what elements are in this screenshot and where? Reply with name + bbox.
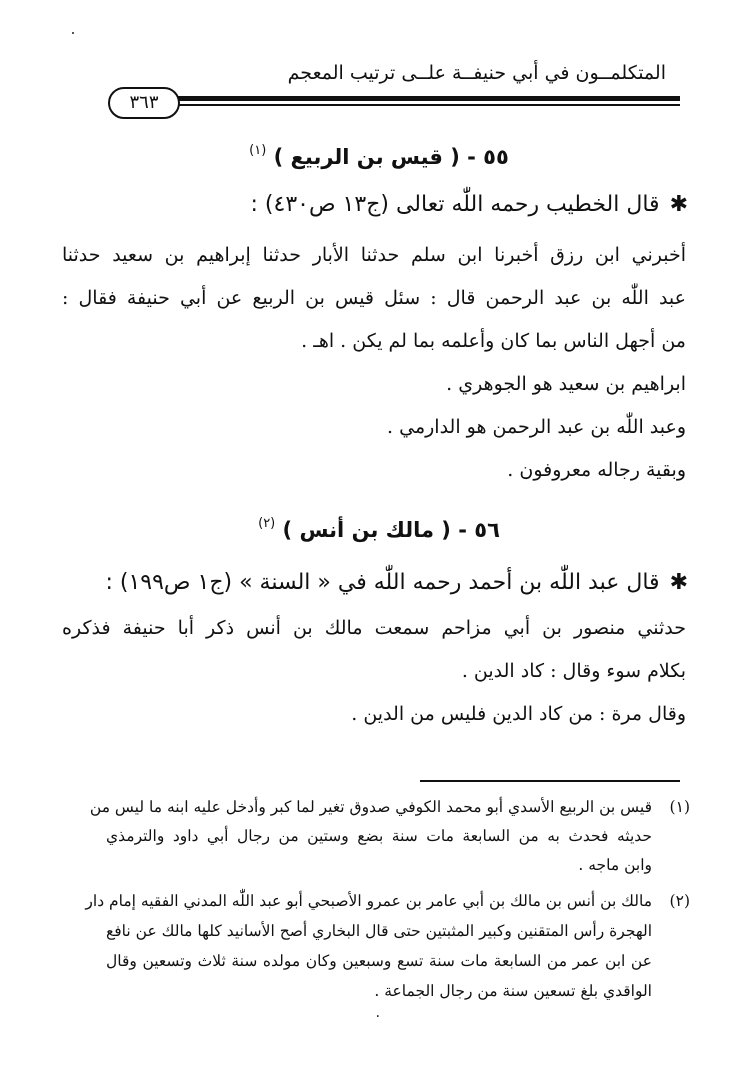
text-line: من أجهل الناس بما كان وأعلمه بما لم يكن . اهـ . (301, 330, 686, 352)
asterisk-icon: ✱ (669, 192, 688, 217)
footnote-line: مالك بن أنس بن مالك بن أبي عامر بن عمرو الأصبحي أبو عبد اللّٰه المدني الفقيه إمام دار (85, 892, 652, 910)
text-line: حدثني منصور بن أبي مزاحم سمعت مالك بن أنس ذكر أبا حنيفة فذكره (62, 617, 686, 639)
footnote-ref: (٢) (258, 516, 276, 531)
footnote-ref: (١) (249, 143, 267, 158)
footnote-line: الهجرة رأس المتقنين وكبير المثبتين حتى قال البخاري أصح الأسانيد كلها مالك عن نافع (106, 922, 652, 940)
source-text: قال عبد اللّٰه بن أحمد رحمه اللّٰه في « السنة » (ج١ ص١٩٩) : (105, 570, 660, 595)
running-header-title: المتكلمــون في أبي حنيفــة علــى ترتيب المعجم (287, 62, 666, 84)
footnote-line: عن ابن عمر من السابعة مات سنة تسع وسبعين وكان مولده سنة ثلاث وتسعين وقال (106, 952, 652, 970)
header-rule-thin (170, 104, 680, 106)
section-name: قيس بن الربيع (290, 145, 443, 169)
text-line: بكلام سوء وقال : كاد الدين . (461, 660, 686, 682)
scan-speck (72, 32, 74, 34)
footnote-rule (420, 780, 680, 782)
text-line: عبد اللّٰه بن عبد الرحمن قال : سئل قيس بن الربيع عن أبي حنيفة فقال : (62, 287, 686, 309)
text-line: وعبد اللّٰه بن عبد الرحمن هو الدارمي . (387, 416, 686, 438)
text-line: أخبرني ابن رزق أخبرنا ابن سلم حدثنا الأبار حدثنا إبراهيم بن سعيد حدثنا (62, 244, 686, 266)
section-name: مالك بن أنس (299, 518, 434, 542)
asterisk-icon: ✱ (669, 570, 688, 595)
text-line: ابراهيم بن سعيد هو الجوهري . (446, 373, 686, 395)
section-heading-56: ٥٦ - ( مالك بن أنس ) $^{(٢)}$ (258, 516, 500, 542)
source-text: قال الخطيب رحمه اللّٰه تعالى (ج١٣ ص٤٣٠) : (250, 192, 660, 217)
footnote-line: حديثه فحدث به من السابعة مات سنة بضع وستين من رجال أبي داود والترمذي (106, 827, 652, 845)
section-heading-55: ٥٥ - ( قيس بن الربيع ) $^{(١)}$ (249, 143, 509, 169)
section-number: ٥٥ (483, 145, 509, 169)
text-line: وبقية رجاله معروفون . (507, 459, 686, 481)
bottom-dot-mark: ٠ (374, 1008, 382, 1024)
page-number: ٣٦٣ (108, 87, 180, 119)
source-line-55 (70, 192, 688, 217)
header-rule-thick (170, 96, 680, 101)
footnote-line: وابن ماجه . (578, 856, 652, 874)
footnote-number: (٢) (669, 892, 690, 910)
section-number: ٥٦ (474, 518, 500, 542)
footnote-line: الواقدي بلغ تسعين سنة من رجال الجماعة . (374, 982, 652, 1000)
text-line: وقال مرة : من كاد الدين فليس من الدين . (351, 703, 686, 725)
source-line-56 (70, 570, 688, 595)
footnote-number: (١) (669, 798, 690, 816)
footnote-line: قيس بن الربيع الأسدي أبو محمد الكوفي صدوق تغير لما كبر وأدخل عليه ابنه ما ليس من (89, 798, 652, 816)
